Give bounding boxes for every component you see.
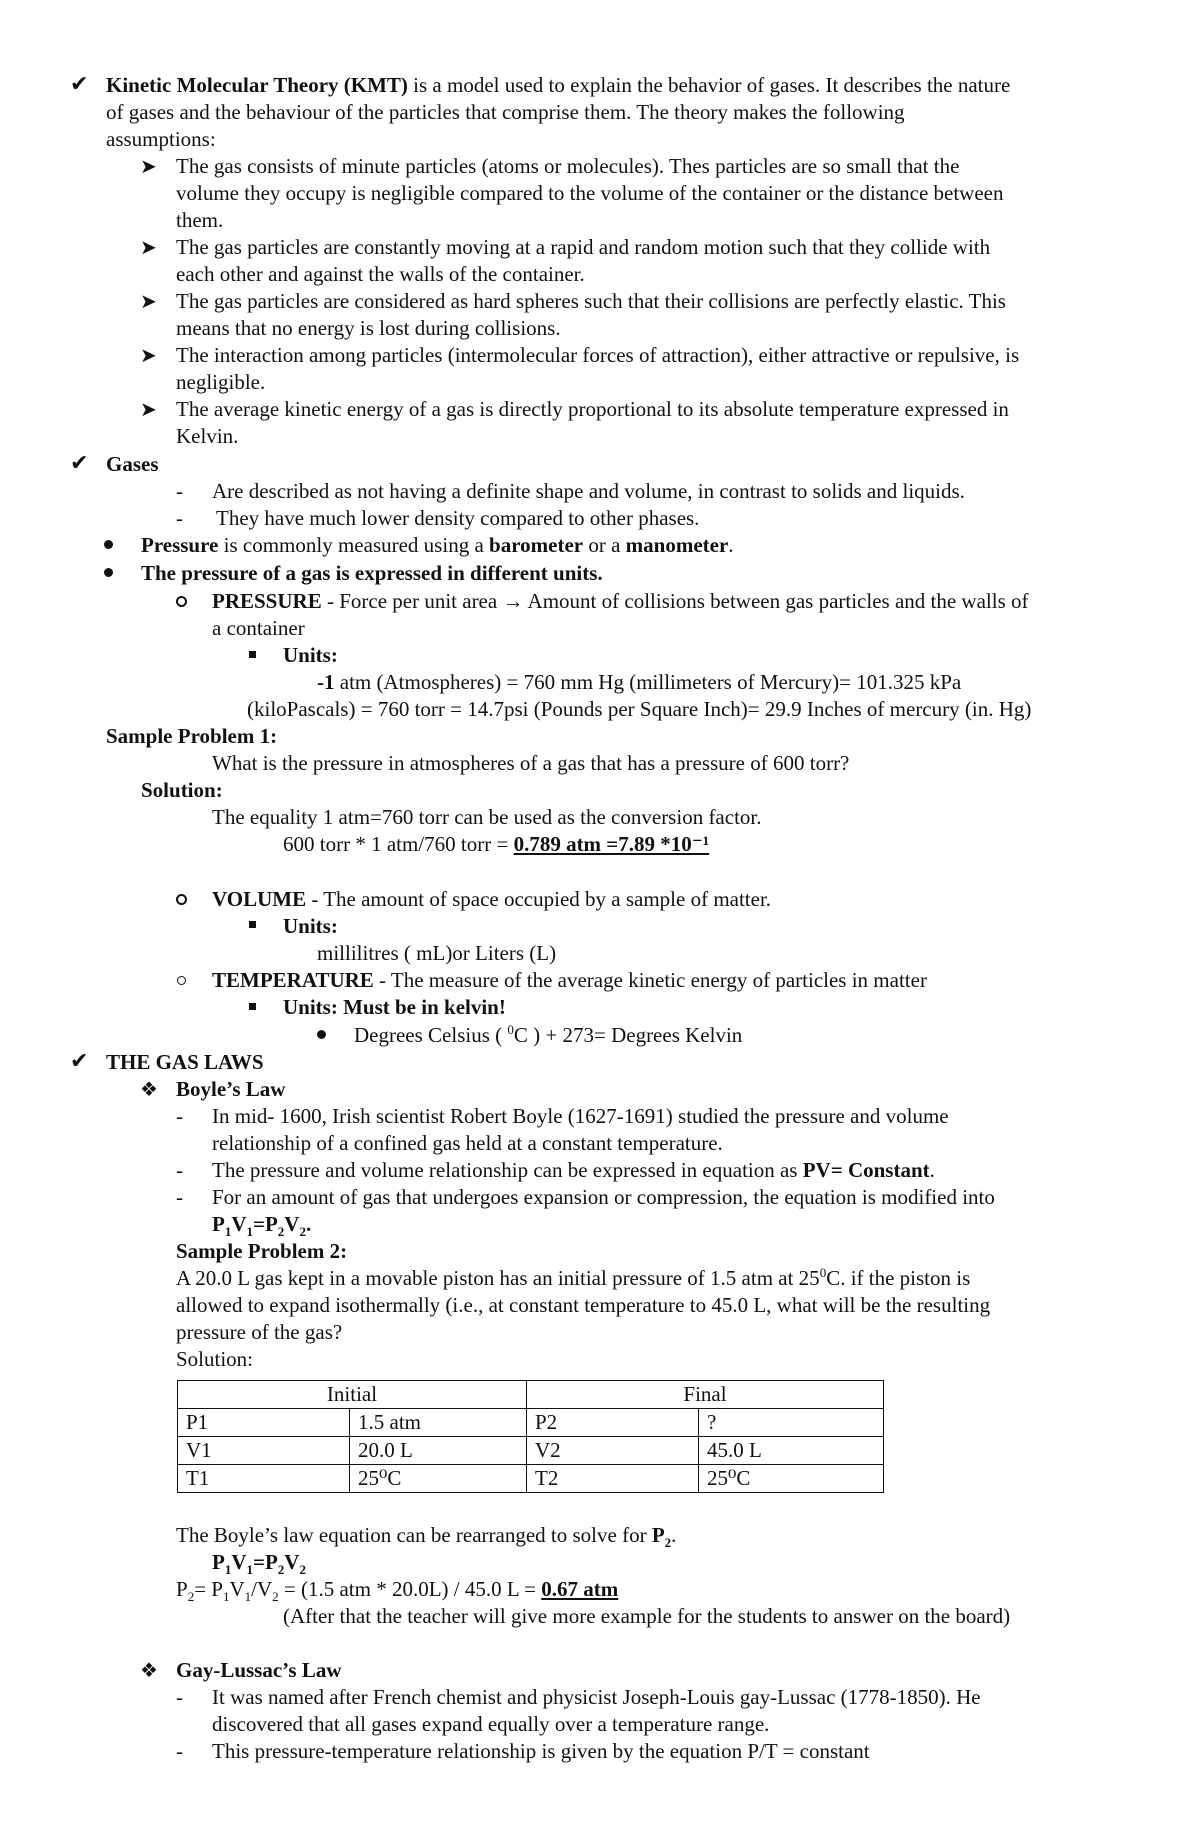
temperature-definition: TEMPERATURE - The measure of the average kinetic energy of particles in matter [212, 968, 927, 992]
arrow-bullet-icon: ➤ [140, 397, 157, 421]
gases-description: They have much lower density compared to other phases. [216, 506, 700, 530]
assumption-line: The average kinetic energy of a gas is directly proportional to its absolute temperature expressed in [176, 397, 1009, 421]
units-label: Units: Must be in kelvin! [283, 995, 506, 1019]
table-row [178, 1437, 884, 1465]
rearrange-line: The Boyle’s law equation can be rearranged to solve for $P_2$. [176, 1523, 677, 1551]
boyle-description: relationship of a confined gas held at a constant temperature. [212, 1131, 723, 1155]
gay-lussac-description: This pressure-temperature relationship is given by the equation P/T = constant [212, 1739, 870, 1763]
kmt-heading: Kinetic Molecular Theory (KMT) [106, 73, 408, 97]
table-cell: 1.5 atm [350, 1409, 527, 1437]
table-cell: T2 [527, 1465, 699, 1493]
dash-marker: - [176, 1185, 183, 1209]
kmt-intro-line: Kinetic Molecular Theory (KMT) is a model used to explain the behavior of gases. It describes the nature [106, 73, 1011, 97]
solution-answer: 0.789 atm =7.89 *10⁻¹ [513, 832, 710, 856]
pressure-definition: PRESSURE - Force per unit area → Amount of collisions between gas particles and the walls of [212, 589, 1029, 613]
gay-lussac-description: It was named after French chemist and physicist Joseph-Louis gay-Lussac (1778-1850). He [212, 1685, 981, 1709]
table-cell: ? [699, 1409, 884, 1437]
bullet-dot [104, 540, 113, 549]
calculation-answer: 0.67 atm [541, 1577, 619, 1601]
units-label: Units: [283, 643, 338, 667]
square-bullet [249, 651, 256, 658]
boyle-calculation: $P_2= P_1V_1/V_2 = (1.5$ atm * 20.0L) / 45.0 L = 0.67 atm [176, 1577, 619, 1605]
table-cell: 25⁰C [699, 1465, 884, 1493]
table-header: Initial [178, 1381, 527, 1409]
diamond-bullet-icon: ❖ [140, 1658, 158, 1682]
table-header: Final [527, 1381, 884, 1409]
dash-marker: - [176, 479, 183, 503]
arrow-bullet-icon: ➤ [140, 289, 157, 313]
check-icon: ✔ [70, 1049, 89, 1074]
sample-problem-2-question: allowed to expand isothermally (i.e., at constant temperature to 45.0 L, what will be the resulting [176, 1293, 991, 1317]
volume-definition: VOLUME - The amount of space occupied by a sample of matter. [212, 887, 772, 911]
table-cell: 25⁰C [350, 1465, 527, 1493]
boyle-description: For an amount of gas that undergoes expansion or compression, the equation is modified into [212, 1185, 995, 1209]
sample-problem-1-question: What is the pressure in atmospheres of a gas that has a pressure of 600 torr? [212, 751, 850, 775]
assumption-line: The gas consists of minute particles (atoms or molecules). Thes particles are so small that the [176, 154, 960, 178]
boyle-data-table [177, 1380, 884, 1493]
gay-lussac-heading: Gay-Lussac’s Law [176, 1658, 342, 1682]
boyles-law-heading: Boyle’s Law [176, 1077, 286, 1101]
table-row [178, 1465, 884, 1493]
check-icon: ✔ [70, 451, 89, 476]
units-label: Units: [283, 914, 338, 938]
table-cell: P2 [527, 1409, 699, 1437]
boyle-description: The pressure and volume relationship can be expressed in equation as PV= Constant. [212, 1158, 935, 1182]
assumption-line: Kelvin. [176, 424, 239, 448]
pressure-units-heading: The pressure of a gas is expressed in different units. [141, 561, 603, 585]
teacher-note: (After that the teacher will give more example for the students to answer on the board) [283, 1604, 1011, 1628]
circle-bullet [176, 894, 187, 905]
gay-lussac-description: discovered that all gases expand equally over a temperature range. [212, 1712, 770, 1736]
volume-units: millilitres ( mL)or Liters (L) [317, 941, 557, 965]
units-line: -1 atm (Atmospheres) = 760 mm Hg (millimeters of Mercury)= 101.325 kPa [317, 670, 962, 694]
dash-marker: - [176, 1104, 183, 1128]
solution-line: The equality 1 atm=760 torr can be used as the conversion factor. [212, 805, 762, 829]
assumption-line: volume they occupy is negligible compared to the volume of the container or the distance between [176, 181, 1004, 205]
assumption-line: The interaction among particles (intermolecular forces of attraction), either attractive or repulsive, is [176, 343, 1020, 367]
bullet-dot [317, 1030, 326, 1039]
assumption-line: means that no energy is lost during collisions. [176, 316, 561, 340]
table-cell: V1 [178, 1437, 350, 1465]
dash-marker: - [176, 506, 183, 530]
gases-heading: Gases [106, 452, 159, 476]
gas-laws-heading: THE GAS LAWS [106, 1050, 264, 1074]
sample-problem-2-question: pressure of the gas? [176, 1320, 343, 1344]
square-bullet [249, 921, 256, 928]
temperature-conversion: Degrees Celsius ( $^0$C ) + 273= Degrees Kelvin [354, 1022, 743, 1047]
solution-calculation: 600 torr * 1 atm/760 torr = 0.789 atm =7.89 *10⁻¹ [283, 832, 710, 856]
gases-description: Are described as not having a definite shape and volume, in contrast to solids and liquids. [212, 479, 965, 503]
table-cell: 45.0 L [699, 1437, 884, 1465]
assumption-line: them. [176, 208, 224, 232]
dash-marker: - [176, 1685, 183, 1709]
units-line: (kiloPascals) = 760 torr = 14.7psi (Pounds per Square Inch)= 29.9 Inches of mercury (in. Hg) [247, 697, 1032, 721]
dash-marker: - [176, 1158, 183, 1182]
arrow-bullet-icon: ➤ [140, 343, 157, 367]
check-icon: ✔ [70, 72, 89, 97]
square-bullet [249, 1003, 256, 1010]
solution-label: Solution: [141, 778, 223, 802]
sample-problem-1-label: Sample Problem 1: [106, 724, 278, 748]
pressure-measure-line: Pressure is commonly measured using a barometer or a manometer. [141, 533, 734, 557]
table-cell: V2 [527, 1437, 699, 1465]
assumption-line: The gas particles are constantly moving at a rapid and random motion such that they collide with [176, 235, 991, 259]
kmt-intro-line: assumptions: [106, 127, 216, 151]
diamond-bullet-icon: ❖ [140, 1077, 158, 1101]
table-header-row [178, 1381, 884, 1409]
assumption-line: The gas particles are considered as hard spheres such that their collisions are perfectly elastic. This [176, 289, 1006, 313]
pressure-definition-cont: a container [212, 616, 305, 640]
sample-problem-2-question: A 20.0 L gas kept in a movable piston has an initial pressure of 1.5 atm at $25^0C$. if the piston is [176, 1265, 971, 1290]
boyle-description: In mid- 1600, Irish scientist Robert Boyle (1627-1691) studied the pressure and volume [212, 1104, 949, 1128]
solution-label: Solution: [176, 1347, 254, 1371]
kmt-intro-line: of gases and the behaviour of the particles that comprise them. The theory makes the following [106, 100, 905, 124]
table-cell: 20.0 L [350, 1437, 527, 1465]
arrow-bullet-icon: ➤ [140, 235, 157, 259]
table-cell: P1 [178, 1409, 350, 1437]
dash-marker: - [176, 1739, 183, 1763]
boyle-equation: $P_1V_1=P_2V_2$. [212, 1212, 312, 1240]
bullet-dot [104, 568, 113, 577]
boyle-equation: $P_1V_1=P_2V_2$ [212, 1550, 306, 1578]
circle-bullet [176, 596, 187, 607]
sample-problem-2-label: Sample Problem 2: [176, 1239, 348, 1263]
arrow-bullet-icon: ➤ [140, 154, 157, 178]
circle-bullet [177, 976, 186, 985]
table-row [178, 1409, 884, 1437]
assumption-line: each other and against the walls of the container. [176, 262, 585, 286]
assumption-line: negligible. [176, 370, 266, 394]
table-cell: T1 [178, 1465, 350, 1493]
